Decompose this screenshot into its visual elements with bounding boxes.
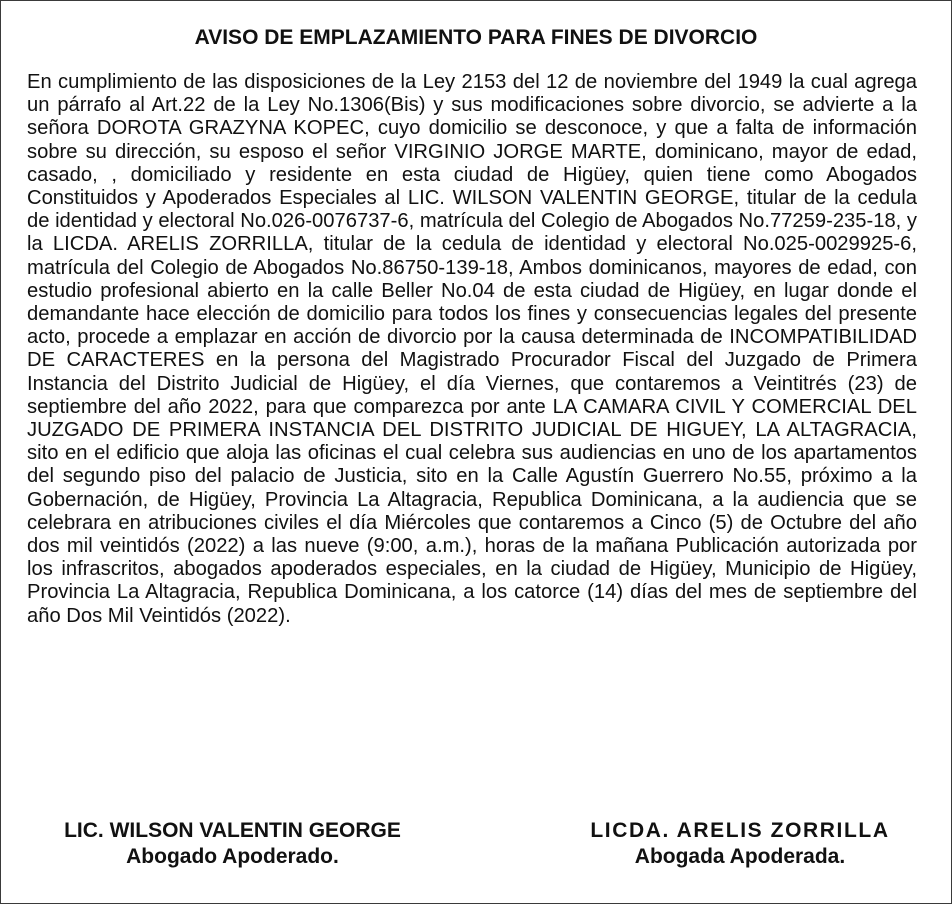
signature-block-left [30,818,435,870]
signature-name-right: LICDA. ARELIS ZORRILLA [590,819,890,842]
signature-role-right: Abogada Apoderada. [634,845,846,868]
signature-role-left: Abogado Apoderado. [126,845,339,868]
notice-body: En cumplimiento de las disposiciones de la Ley 2153 del 12 de noviembre del 1949 la cual agrega un párrafo al Art.22 de la Ley No.1306(Bis) y sus modificaciones sobre divorcio, se advierte a la señora DOROTA GRAZYNA KOPEC, cuyo domicilio se desconoce, y que a falta de información sobre su dirección, su esposo el señor VIRGINIO JORGE MARTE, dominicano, mayor de edad, casado, , domiciliado y residente en esta ciudad de Higüey, quien tiene como Abogados Constituidos y Apoderados Especiales al LIC. WILSON VALENTIN GEORGE, titular de la cedula de identidad y electoral No.026-0076737-6, matrícula del Colegio de Abogados No.77259-235-18, y la LICDA. ARELIS ZORRILLA, titular de la cedula de identidad y electoral No.025-0029925-6, matrícula del Colegio de Abogados No.86750-139-18, Ambos dominicanos, mayores de edad, con estudio profesional abierto en la calle Beller No.04 de esta ciudad de Higüey, en lugar donde el demandante hace elección de domicilio para todos los fines y consecuencias legales del presente acto, procede a emplazar en acción de divorcio por la causa determinada de INCOMPATIBILIDAD DE CARACTERES en la persona del Magistrado Procurador Fiscal del Juzgado de Primera Instancia del Distrito Judicial de Higüey, el día Viernes, que contaremos a Veintitrés (23) de septiembre del año 2022, para que comparezca por ante LA CAMARA CIVIL Y COMERCIAL DEL JUZGADO DE PRIMERA INSTANCIA DEL DISTRITO JUDICIAL DE HIGUEY, LA ALTAGRACIA, sito en el edificio que aloja las oficinas el cual celebra sus audiencias en uno de los apartamentos del segundo piso del palacio de Justicia, sito en la Calle Agustín Guerrero No.55, próximo a la Gobernación, de Higüey, Provincia La Altagracia, Republica Dominicana, a la audiencia que se celebrara en atribuciones civiles el día Miércoles que contaremos a Cinco (5) de Octubre del año dos mil veintidós (2022) a las nueve (9:00, a.m.), horas de la mañana Publicación autorizada por los infrascritos, abogados apoderados especiales, en la ciudad de Higüey, Municipio de Higüey, Provincia La Altagracia, Republica Dominicana, a los catorce (14) días del mes de septiembre del año Dos Mil Veintidós (2022). [27,71,917,627]
signature-name-left: LIC. WILSON VALENTIN GEORGE [64,819,401,842]
notice-title: AVISO DE EMPLAZAMIENTO PARA FINES DE DIVORCIO [194,26,758,49]
signature-block-right [560,818,920,870]
